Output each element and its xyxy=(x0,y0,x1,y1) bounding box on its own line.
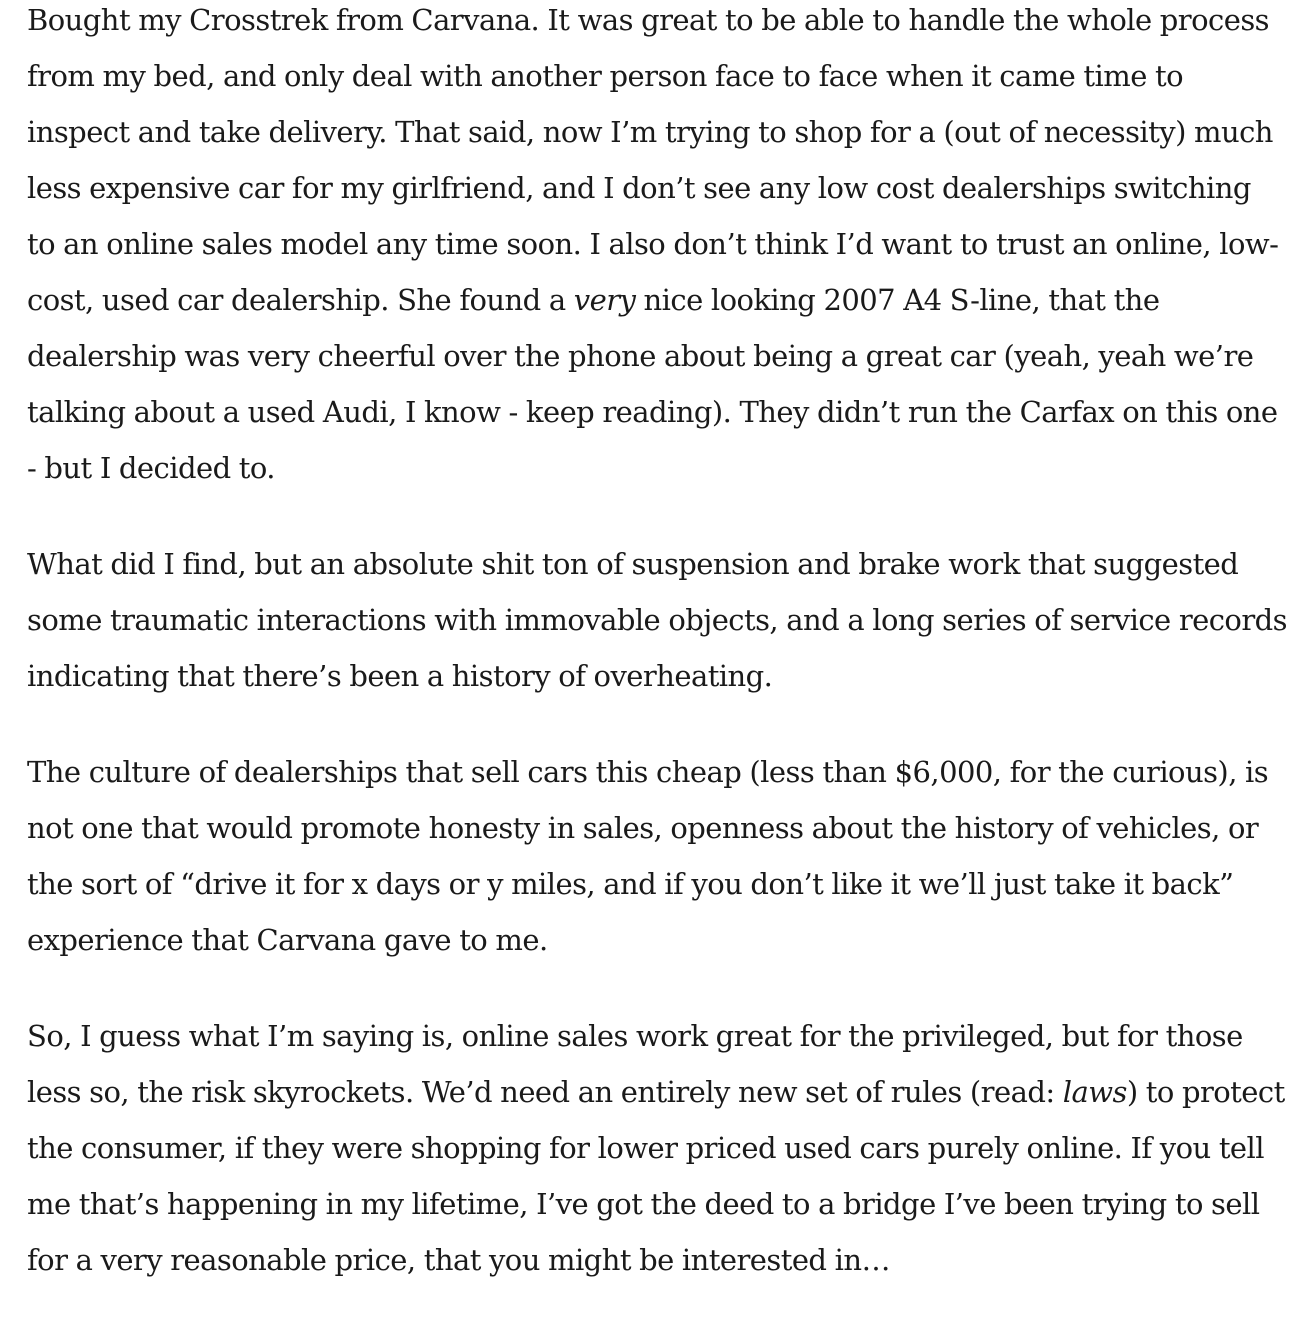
paragraph-conclusion xyxy=(27,1008,1287,1288)
paragraph-4-emphasis: laws xyxy=(1062,1075,1127,1109)
paragraph-1-text-before: Bought my Crosstrek from Carvana. It was great to be able to handle the whole process from my bed, and only deal with another person face to face when it came time to inspect and take delivery. That said, now I’m trying to shop for a (out of necessity) much less expensive car for my girlfriend, and I don’t see any low cost dealerships switching to an online sales model any time soon. I also don’t think I’d want to trust an online, low-cost, used car dealership. She found a xyxy=(27,3,1279,317)
paragraph-carvana-purchase xyxy=(27,0,1287,496)
paragraph-dealership-culture: The culture of dealerships that sell cars this cheap (less than $6,000, for the curious), is not one that would promote honesty in sales, openness about the history of vehicles, or the sort of “drive it for x days or y miles, and if you don’t like it we’ll just take it back” experience that Carvana gave to me. xyxy=(27,755,1269,957)
comment-body xyxy=(27,0,1287,1328)
paragraph-1-text-after: nice looking 2007 A4 S-line, that the dealership was very cheerful over the phone about being a great car (yeah, yeah we’re talking about a used Audi, I know - keep reading). They didn’t run the Carfax on this one - but I decided to. xyxy=(27,283,1278,485)
paragraph-4-text-after: ) to protect the consumer, if they were shopping for lower priced used cars purely online. If you tell me that’s happening in my lifetime, I’ve got the deed to a bridge I’ve been trying to sell for a very reasonable price, that you might be interested in… xyxy=(27,1075,1285,1277)
paragraph-4-text-before: So, I guess what I’m saying is, online sales work great for the privileged, but for those less so, the risk skyrockets. We’d need an entirely new set of rules (read: xyxy=(27,1019,1243,1109)
paragraph-carfax-findings: What did I find, but an absolute shit ton of suspension and brake work that suggested some traumatic interactions with immovable objects, and a long series of service records indicating that there’s been a history of overheating. xyxy=(27,547,1288,693)
paragraph-1-emphasis: very xyxy=(573,283,636,317)
